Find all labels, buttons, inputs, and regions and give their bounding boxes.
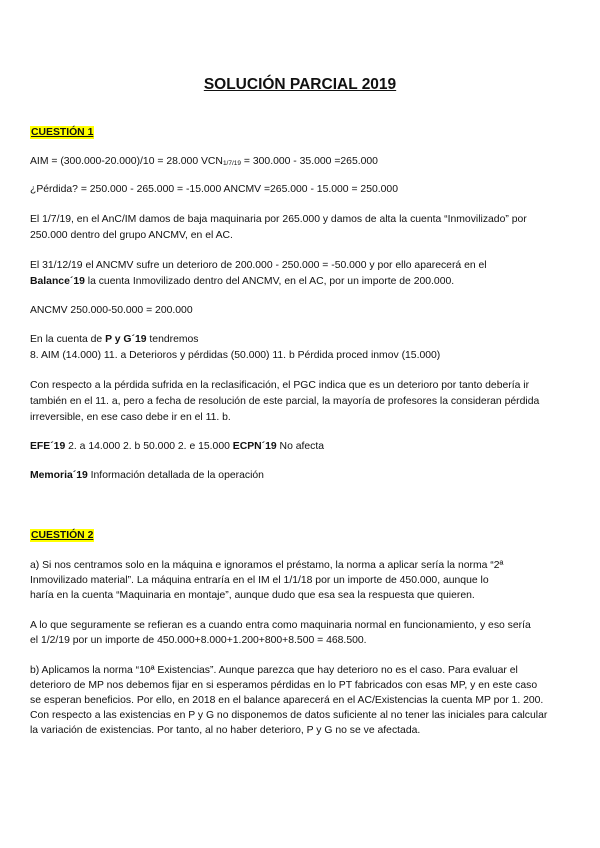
part-b-line-1: b) Aplicamos la norma “10ª Existencias”. Aunque parezca que hay deterioro no es el caso. Para evaluar el [30,665,518,676]
deterioro-line-1: El 31/12/19 el ANCMV sufre un deterioro de 200.000 - 250.000 = -50.000 y por ello aparecerá en el [30,260,487,271]
pyg-label: P y G´19 [105,334,147,345]
ecpn-label: ECPN´19 [232,441,277,452]
memoria-label: Memoria´19 [30,470,88,481]
pyg-intro-end: tendremos [146,334,199,345]
balance-label: Balance´19 [30,276,85,287]
part-a-line-1: a) Si nos centramos solo en la máquina e ignoramos el préstamo, la norma a aplicar sería la norma “2ª [30,560,504,571]
ecpn-value: No afecta [276,441,325,452]
part-b-line-2: deterioro de MP nos debemos fijar en si esperamos pérdidas en lo PT fabricados con esas MP, y en este caso [30,680,538,691]
perdida-calculation: ¿Pérdida? = 250.000 - 265.000 = -15.000 ANCMV =265.000 - 15.000 = 250.000 [30,184,398,195]
aim-calculation [30,154,575,172]
pyg-intro-text: En la cuenta de [30,334,106,345]
seguramente-paragraph [30,618,575,648]
part-a-line-2: Inmovilizado material”. La máquina entraría en el IM el 1/1/18 por un importe de 450.000, aunque lo [30,575,489,586]
question-2-heading: CUESTIÓN 2 [31,530,94,541]
ancmv-calculation: ANCMV 250.000-50.000 = 200.000 [30,305,193,316]
respecto-line-1: Con respecto a la pérdida sufrida en la reclasificación, el PGC indica que es un deterioro por tanto debería ir [30,380,530,391]
respecto-line-2: también en el 11. a, pero a fecha de resolución de este parcial, la mayoría de profesores la consideran pérdida [30,396,540,407]
memoria-line [30,468,575,484]
pyg-intro [30,332,575,348]
efe-label: EFE´19 [30,441,66,452]
part-a-line-3: haría en la cuenta “Maquinaria en montaje”, aunque dudo que esa sea la respuesta que quieren. [30,590,475,601]
part-b-line-4: Con respecto a las existencias en P y G no disponemos de datos suficiente al no tener las iniciales para calcular [30,710,548,721]
seguramente-line-2: el 1/2/19 por un importe de 450.000+8.000+1.200+800+8.500 = 468.500. [30,635,367,646]
efe-ecpn-line [30,439,575,455]
aim-result: = 300.000 - 35.000 =265.000 [241,156,378,167]
respecto-line-3: irreversible, en ese caso debe ir en el 11. b. [30,412,231,423]
part-b-paragraph [30,663,575,738]
deterioro-line-2-text: la cuenta Inmovilizado dentro del ANCMV, en el AC, por un importe de 200.000. [84,276,455,287]
memoria-value: Información detallada de la operación [87,470,264,481]
baja-line-1: El 1/7/19, en el AnC/IM damos de baja maquinaria por 265.000 y damos de alta la cuenta “Inmovilizado” por [30,214,527,225]
baja-paragraph [30,212,575,244]
part-b-line-3: se esperan beneficios. Por ello, en 2018 en el balance aparecerá en el AC/Existencias la cuenta MP por 1. 200. [30,695,544,706]
page-title: SOLUCIÓN PARCIAL 2019 [203,76,397,93]
efe-values: 2. a 14.000 2. b 50.000 2. e 15.000 [65,441,233,452]
question-1-heading: CUESTIÓN 1 [31,127,94,138]
aim-text: AIM = (300.000-20.000)/10 = 28.000 VCN [30,156,223,167]
respecto-paragraph [30,378,575,426]
part-a-paragraph [30,558,575,603]
pyg-paragraph [30,332,575,364]
deterioro-line-2 [30,274,575,290]
baja-line-2: 250.000 dentro del grupo ANCMV, en el AC. [30,230,233,241]
seguramente-line-1: A lo que seguramente se refieran es a cuando entra como maquinaria normal en funcionamiento, y eso sería [30,620,531,631]
vcn-subscript: 1/7/19 [222,160,242,167]
deterioro-paragraph [30,258,575,290]
part-b-line-5: la variación de existencias. Por tanto, al no haber deterioro, P y G no se ve afectada. [30,725,421,736]
pyg-items: 8. AIM (14.000) 11. a Deterioros y pérdidas (50.000) 11. b Pérdida proced inmov (15.000) [30,350,441,361]
